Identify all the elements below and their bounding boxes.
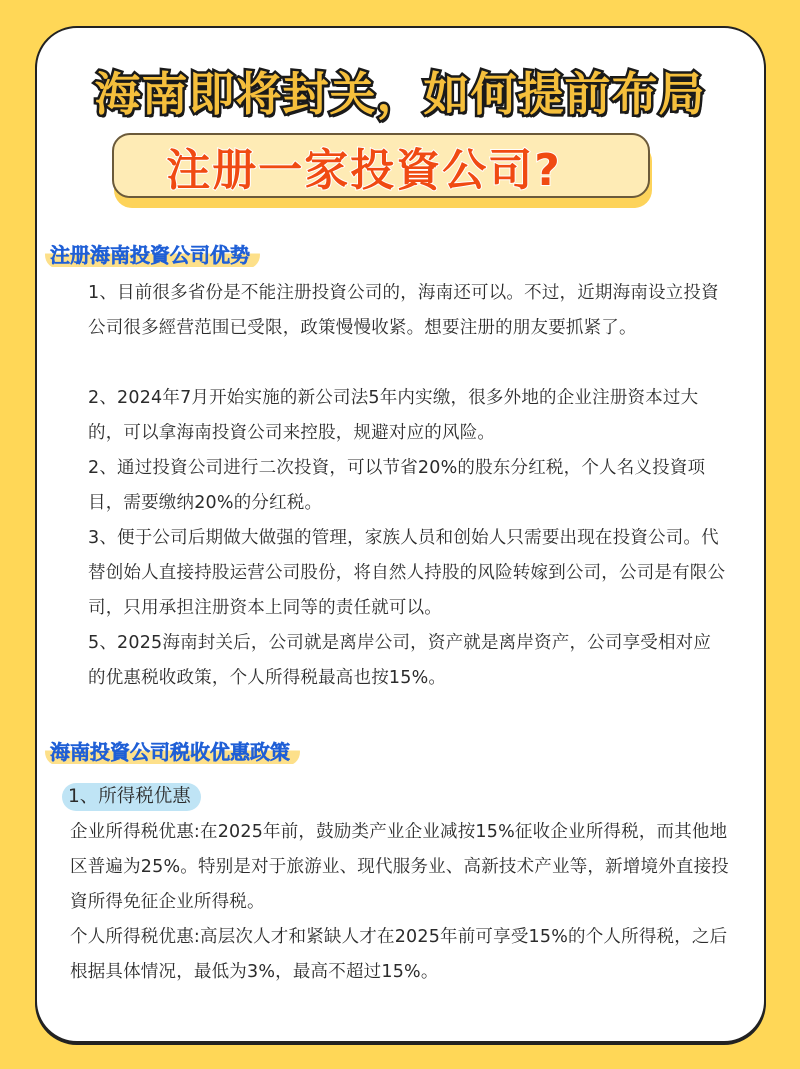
paragraph: 2、通过投資公司进行二次投資，可以节省20%的股东分红税，个人名义投資项目，需要缴纳20%的分红税。 (88, 458, 706, 513)
subtitle-banner (112, 133, 652, 208)
advantages-paragraph-3 (88, 451, 728, 521)
paragraph: 5、2025海南封关后，公司就是离岸公司，资产就是离岸资产，公司享受相对应的优惠税收政策，个人所得税最高也按15%。 (88, 633, 712, 688)
advantages-paragraph-4 (88, 521, 728, 626)
paragraph: 3、便于公司后期做大做强的管理，家族人员和创始人只需要出现在投資公司。代替创始人直接持股运营公司股份，将自然人持股的风险转嫁到公司，公司是有限公司，只用承担注册资本上同等的责任就可以。 (88, 528, 726, 618)
paragraph: 2、2024年7月开始实施的新公司法5年内实缴，很多外地的企业注册资本过大的，可以拿海南投資公司来控股，规避对应的风险。 (88, 388, 699, 443)
paragraph: 1、目前很多省份是不能注册投資公司的，海南还可以。不过，近期海南设立投資公司很多經营范围已受限，政策慢慢收紧。想要注册的朋友要抓紧了。 (88, 283, 719, 338)
advantages-paragraph-5 (88, 626, 728, 696)
advantages-paragraph-2 (88, 381, 728, 451)
subheading-income-tax: 1、所得税优惠 (62, 783, 201, 811)
advantages-paragraph-1 (88, 276, 728, 346)
section-heading-tax-policy: 海南投資公司税收优惠政策 (45, 738, 300, 766)
section-heading-advantages: 注册海南投資公司优势 (45, 241, 260, 269)
paragraph: 企业所得税优惠:在2025年前，鼓励类产业企业减按15%征收企业所得税，而其他地区普遍为25%。特别是对于旅游业、现代服务业、高新技术产业等，新增境外直接投資所得免征企业所得税。 (70, 822, 729, 912)
subtitle-text: 注册一家投資公司? (166, 144, 562, 196)
page-title: 海南即将封关，如何提前布局 (94, 67, 706, 121)
tax-paragraph-personal (70, 920, 730, 990)
subtitle-pill (112, 133, 650, 198)
paragraph: 个人所得税优惠:高层次人才和紧缺人才在2025年前可享受15%的个人所得税，之后根据具体情况，最低为3%，最高不超过15%。 (70, 927, 728, 982)
tax-paragraph-corporate (70, 815, 730, 920)
